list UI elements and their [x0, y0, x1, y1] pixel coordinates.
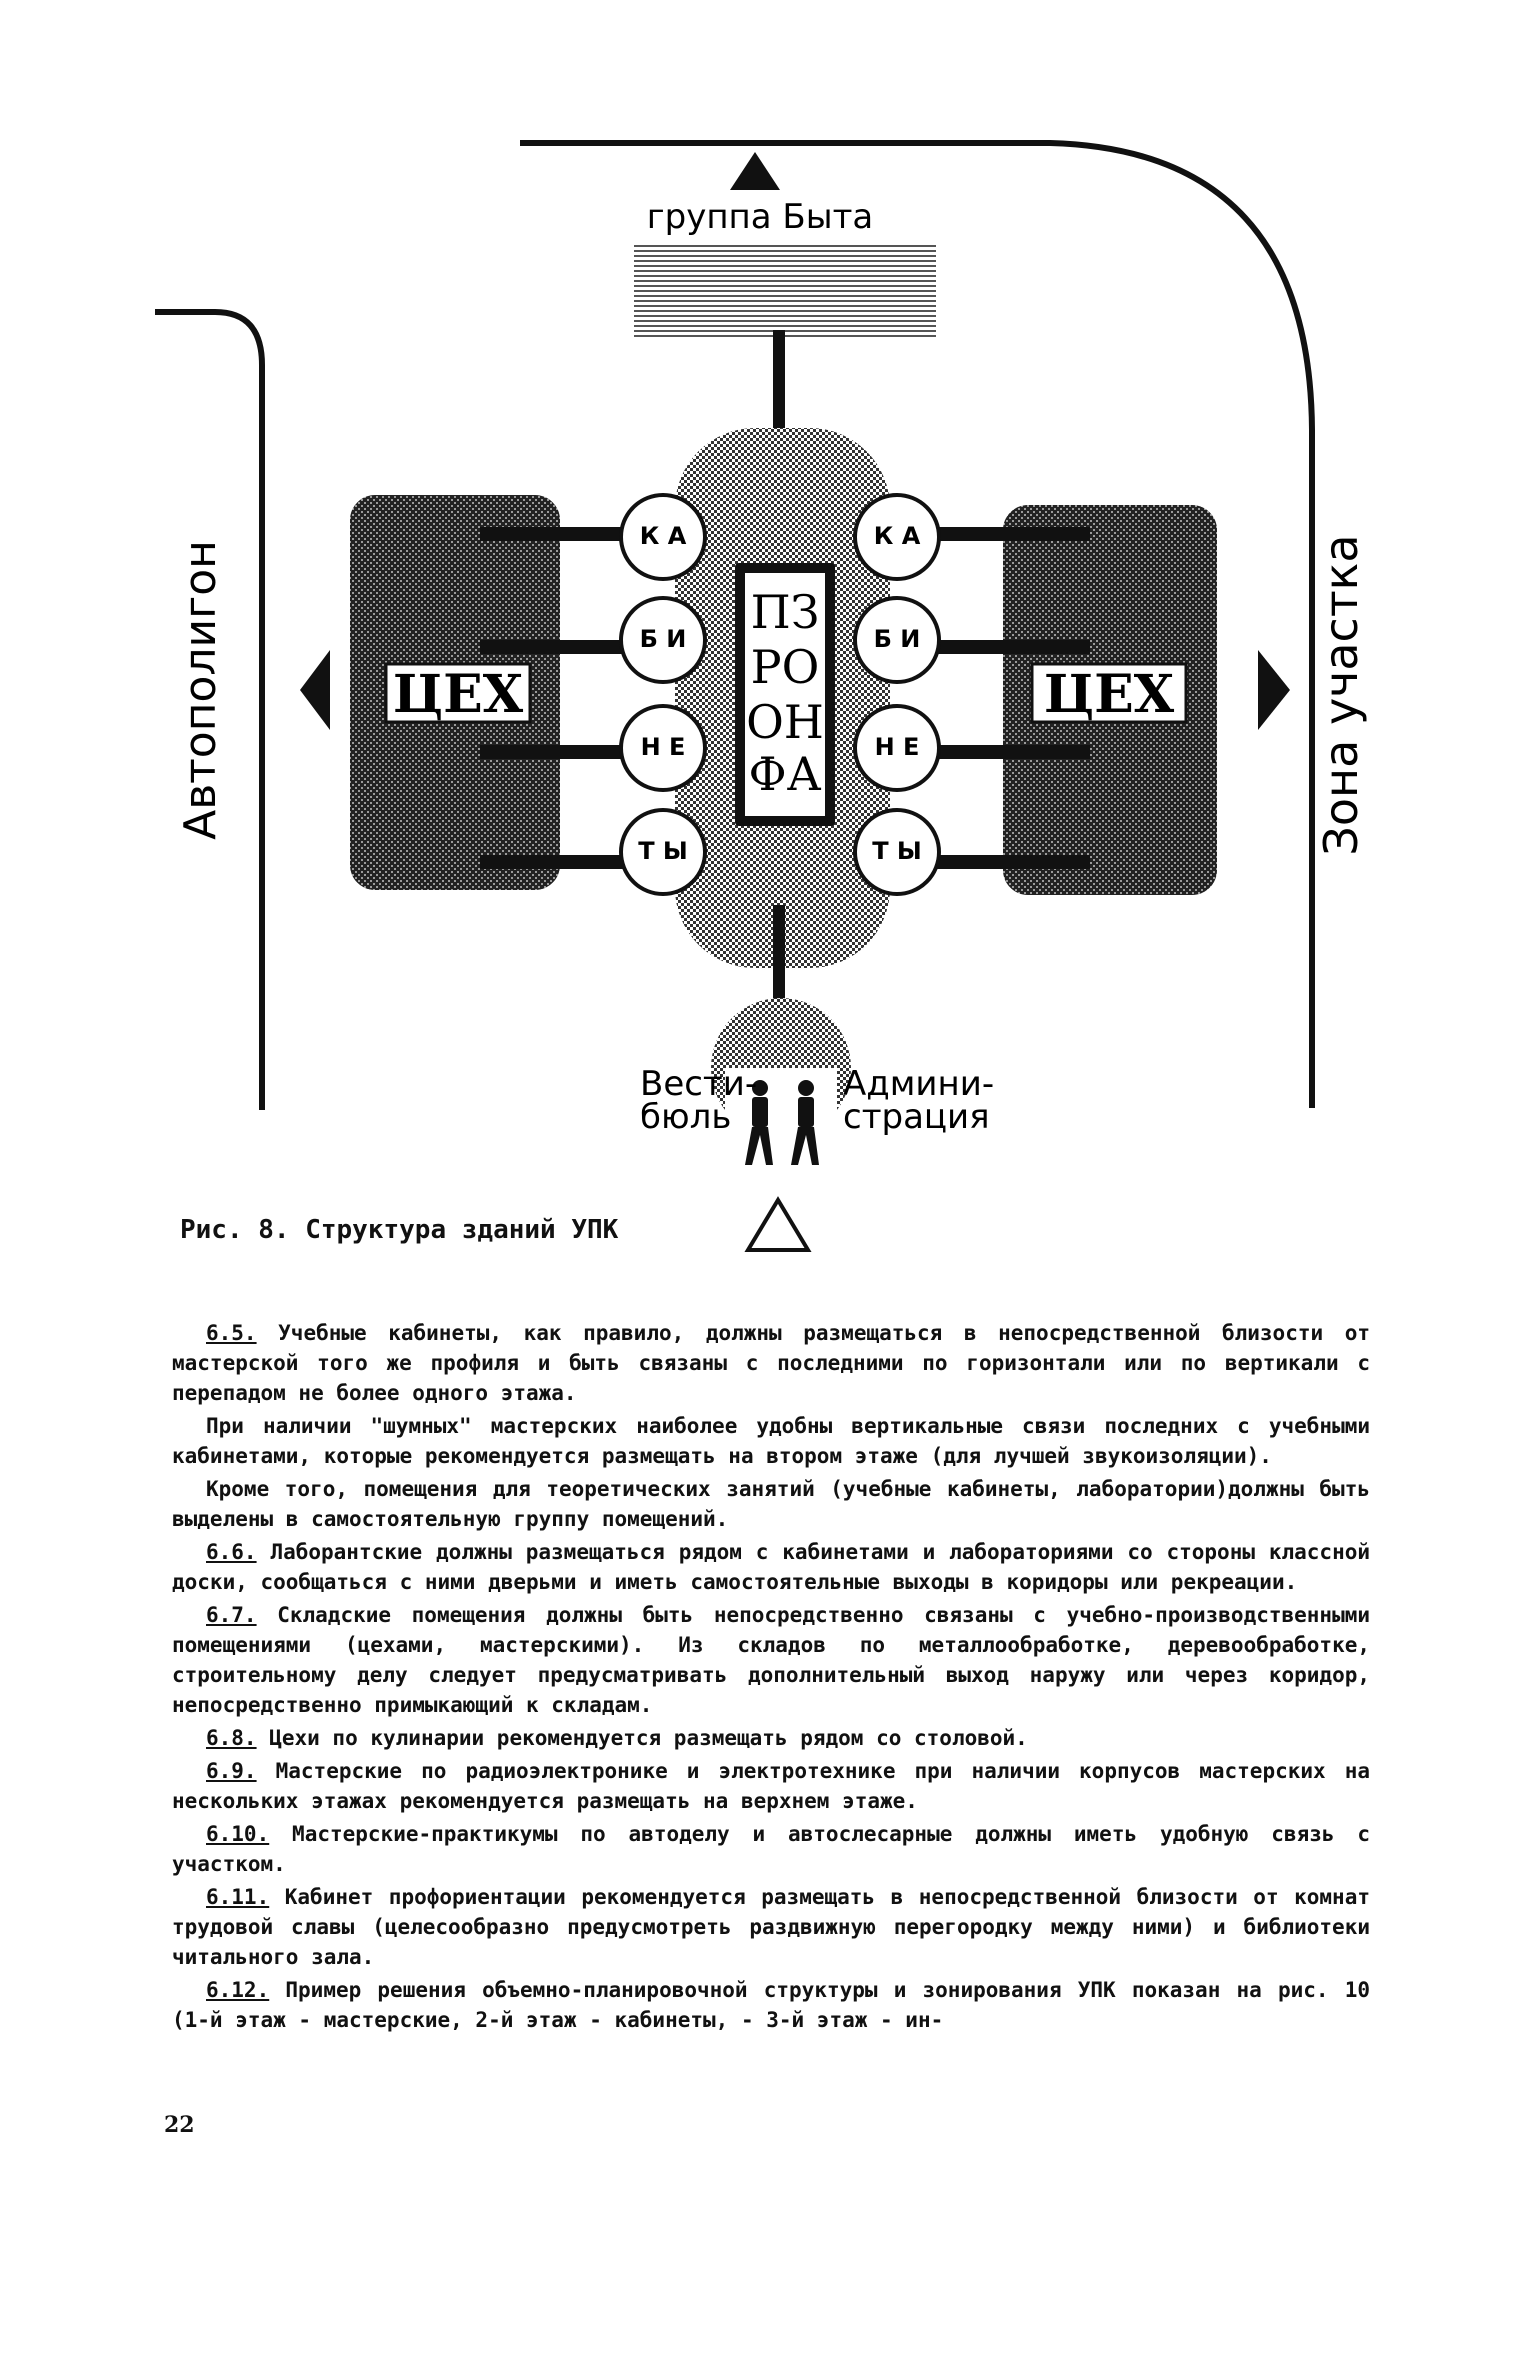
- svg-text:ОН: ОН: [746, 695, 824, 749]
- arrow-right-icon: [1258, 650, 1290, 730]
- svg-text:ПЗ: ПЗ: [750, 585, 820, 639]
- vestibule-label-1: Вести-: [640, 1064, 758, 1104]
- paragraph: 6.8. Цехи по кулинарии рекомендуется размещать рядом со столовой.: [206, 1726, 1028, 1750]
- paragraph: 6.6. Лаборантские должны размещаться рядом с кабинетами и лабораториями со стороны классной доски, сообщаться с ними дверьми и иметь самостоятельные выходы в коридоры или рекреации.: [172, 1540, 1370, 1594]
- zona-uchastka-label: Зона участка: [1314, 534, 1368, 856]
- avtopoligon-label: Автополигон: [175, 540, 226, 840]
- profforientation-label: [746, 585, 824, 801]
- page-number: 22: [164, 2112, 195, 2138]
- triangle-outline-icon: [748, 1200, 808, 1250]
- cabinet-left-3: Н Е: [640, 733, 686, 761]
- paragraph: 6.7. Складские помещения должны быть непосредственно связаны с учебно-производственными помещениями (цехами, мастерскими). Из складов по металлообработке, деревообработке, строительному делу следует предусматривать дополнительный выход наружу или через коридор, непосредственно примыкающий к складам.: [172, 1603, 1370, 1717]
- paragraph: При наличии "шумных" мастерских наиболее удобны вертикальные связи последних с учебными кабинетами, которые рекомендуется размещать на втором этаже (для лучшей звукоизоляции).: [172, 1414, 1370, 1468]
- svg-text:ФА: ФА: [748, 747, 822, 801]
- figure-caption: Рис. 8. Структура зданий УПК: [180, 1215, 619, 1245]
- paragraph: 6.11. Кабинет профориентации рекомендуется размещать в непосредственной близости от комнат трудовой славы (целесообразно предусмотреть раздвижную перегородку между ними) и библиотеки читального зала.: [172, 1885, 1370, 1969]
- arrow-up-icon: [730, 152, 780, 190]
- paragraph: 6.12. Пример решения объемно-планировочной структуры и зонирования УПК показан на рис. 10 (1-й этаж - мастерские, 2-й этаж - кабинеты, - 3-й этаж - ин-: [172, 1978, 1370, 2032]
- cabinet-right-4: Т Ы: [872, 837, 922, 865]
- cabinet-right-2: Б И: [873, 625, 921, 653]
- admin-label-1: Админи-: [843, 1064, 995, 1104]
- group-byta-label: группа Быта: [646, 197, 874, 237]
- cabinet-left-1: К А: [639, 522, 687, 550]
- paragraph: Кроме того, помещения для теоретических занятий (учебные кабинеты, лаборатории)должны быть выделены в самостоятельную группу помещений.: [172, 1477, 1370, 1531]
- svg-text:РО: РО: [750, 640, 820, 694]
- cabinet-left-4: Т Ы: [638, 837, 688, 865]
- paragraph: 6.5. Учебные кабинеты, как правило, должны размещаться в непосредственной близости от мастерской того же профиля и быть связаны с последними по горизонтали или по вертикали с перепадом не более одного этажа.: [172, 1321, 1370, 1405]
- admin-label-2: страция: [843, 1097, 990, 1137]
- workshop-left-label: ЦЕХ: [392, 664, 524, 725]
- arrow-left-icon: [300, 650, 330, 730]
- cabinet-left-2: Б И: [639, 625, 687, 653]
- body-text: [172, 1318, 1370, 2038]
- vestibule-label-2: бюль: [640, 1097, 732, 1137]
- cabinet-right-1: К А: [873, 522, 921, 550]
- workshop-right-label: ЦЕХ: [1043, 664, 1175, 725]
- paragraph: 6.9. Мастерские по радиоэлектронике и электротехнике при наличии корпусов мастерских на нескольких этажах рекомендуется размещать на верхнем этаже.: [172, 1759, 1370, 1813]
- cabinet-right-3: Н Е: [874, 733, 920, 761]
- paragraph: 6.10. Мастерские-практикумы по автоделу и автослесарные должны иметь удобную связь с участком.: [172, 1822, 1370, 1876]
